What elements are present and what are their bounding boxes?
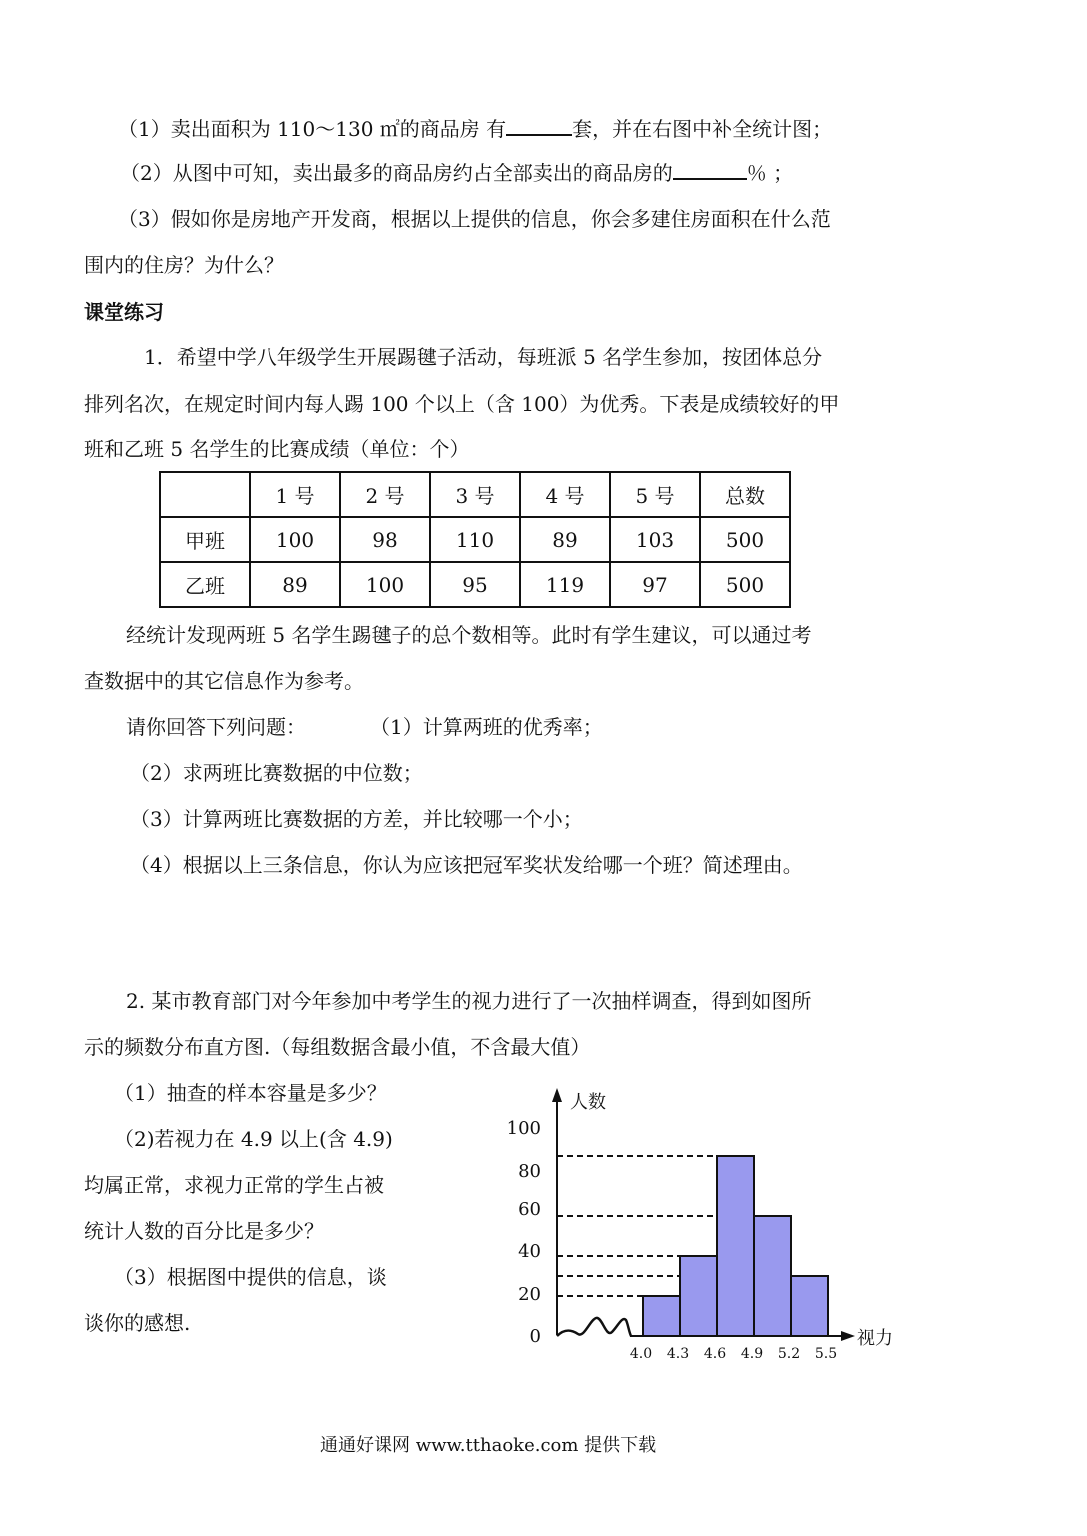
table-cell: 甲班 [160, 517, 250, 562]
q1-text: （1）卖出面积为 110～130 ㎡的商品房 有 [118, 117, 507, 141]
table-row [160, 517, 790, 562]
table-cell: 110 [430, 517, 520, 562]
table-cell: 100 [250, 517, 340, 562]
table-cell: 1 号 [250, 472, 340, 517]
table-cell: 500 [700, 517, 790, 562]
section-title: 课堂练习 [84, 300, 164, 324]
ex1-sq3: （3）计算两班比赛数据的方差，并比较哪一个小； [130, 807, 583, 831]
histogram-bar [791, 1276, 828, 1336]
ex1-prompt: 请你回答下列问题： [126, 715, 306, 739]
x-tick-label: 4.6 [703, 1346, 727, 1362]
ex2-q2a: （2)若视力在 4.9 以上(含 4.9) [114, 1127, 393, 1151]
table-cell: 119 [520, 562, 610, 607]
y-axis-arrow-icon [552, 1088, 562, 1102]
ex2-q2b: 均属正常，求视力正常的学生占被 [84, 1173, 384, 1197]
axis-break-icon [557, 1318, 631, 1336]
table-cell: 89 [520, 517, 610, 562]
ex1-line2: 排列名次，在规定时间内每人踢 100 个以上（含 100）为优秀。下表是成绩较好的甲 [84, 392, 840, 416]
table-cell: 89 [250, 562, 340, 607]
y-tick-label: 80 [518, 1161, 541, 1182]
q1-answer-blank[interactable] [506, 114, 572, 136]
ex1-sq2: （2）求两班比赛数据的中位数； [130, 761, 423, 785]
table-cell: 100 [340, 562, 430, 607]
x-tick-label: 5.2 [777, 1346, 801, 1362]
q3-line2: 围内的住房？为什么？ [84, 253, 284, 277]
table-cell: 4 号 [520, 472, 610, 517]
footer: 通通好课网 www.tthaoke.com 提供下载 [320, 1435, 657, 1456]
table-cell: 103 [610, 517, 700, 562]
histogram-bar [754, 1216, 791, 1336]
table-cell: 总数 [700, 472, 790, 517]
ex2-line1: 2. 某市教育部门对今年参加中考学生的视力进行了一次抽样调查，得到如图所 [126, 989, 812, 1013]
scores-table [159, 471, 791, 608]
ex2-q1: （1）抽查的样本容量是多少？ [114, 1081, 387, 1105]
table-cell: 2 号 [340, 472, 430, 517]
q3-line1: （3）假如你是房地产开发商，根据以上提供的信息，你会多建住房面积在什么范 [118, 207, 831, 231]
x-tick-label: 4.9 [740, 1346, 764, 1362]
y-tick-label: 0 [529, 1326, 541, 1347]
ex2-q2c: 统计人数的百分比是多少？ [84, 1219, 324, 1243]
x-axis-arrow-icon [841, 1331, 855, 1341]
ex1-after2: 查数据中的其它信息作为参考。 [84, 669, 364, 693]
table-cell: 95 [430, 562, 520, 607]
q2-text-after: ％ ； [746, 161, 794, 185]
q2-answer-blank[interactable] [673, 158, 747, 180]
ex2-q3a: （3）根据图中提供的信息，谈 [114, 1265, 387, 1289]
ex1-sq4: （4）根据以上三条信息，你认为应该把冠军奖状发给哪一个班？简述理由。 [130, 853, 803, 877]
table-cell: 3 号 [430, 472, 520, 517]
x-tick-label: 4.3 [666, 1346, 690, 1362]
table-header-row [160, 472, 790, 517]
ex2-line2: 示的频数分布直方图.（每组数据含最小值，不含最大值） [84, 1035, 591, 1059]
table-cell: 98 [340, 517, 430, 562]
table-cell [160, 472, 250, 517]
q2-text: （2）从图中可知，卖出最多的商品房约占全部卖出的商品房的 [120, 161, 673, 185]
ex1-line1: 1．希望中学八年级学生开展踢毽子活动，每班派 5 名学生参加，按团体总分 [144, 345, 823, 369]
q2-line [120, 158, 793, 187]
table-cell: 乙班 [160, 562, 250, 607]
y-tick-label: 20 [518, 1284, 541, 1305]
y-tick-label: 100 [506, 1118, 541, 1139]
q1-text-after: 套，并在右图中补全统计图； [572, 117, 833, 141]
x-tick-label: 4.0 [629, 1346, 653, 1362]
y-tick-label: 60 [518, 1199, 541, 1220]
histogram-bar [643, 1296, 680, 1336]
histogram-bar [717, 1156, 754, 1336]
ex1-sq1: （1）计算两班的优秀率； [370, 715, 603, 739]
q1-line [118, 114, 832, 143]
table-cell: 97 [610, 562, 700, 607]
table-cell: 5 号 [610, 472, 700, 517]
table-row [160, 562, 790, 607]
vision-histogram [500, 1080, 900, 1370]
x-tick-label: 5.5 [814, 1346, 838, 1362]
y-tick-label: 40 [518, 1241, 541, 1262]
ex1-after1: 经统计发现两班 5 名学生踢毽子的总个数相等。此时有学生建议，可以通过考 [126, 623, 812, 647]
x-axis-label: 视力 [857, 1328, 893, 1349]
histogram-bar [680, 1256, 717, 1336]
y-axis-label: 人数 [570, 1092, 606, 1113]
ex2-q3b: 谈你的感想. [84, 1311, 191, 1335]
table-cell: 500 [700, 562, 790, 607]
ex1-line3: 班和乙班 5 名学生的比赛成绩（单位：个） [84, 437, 470, 461]
